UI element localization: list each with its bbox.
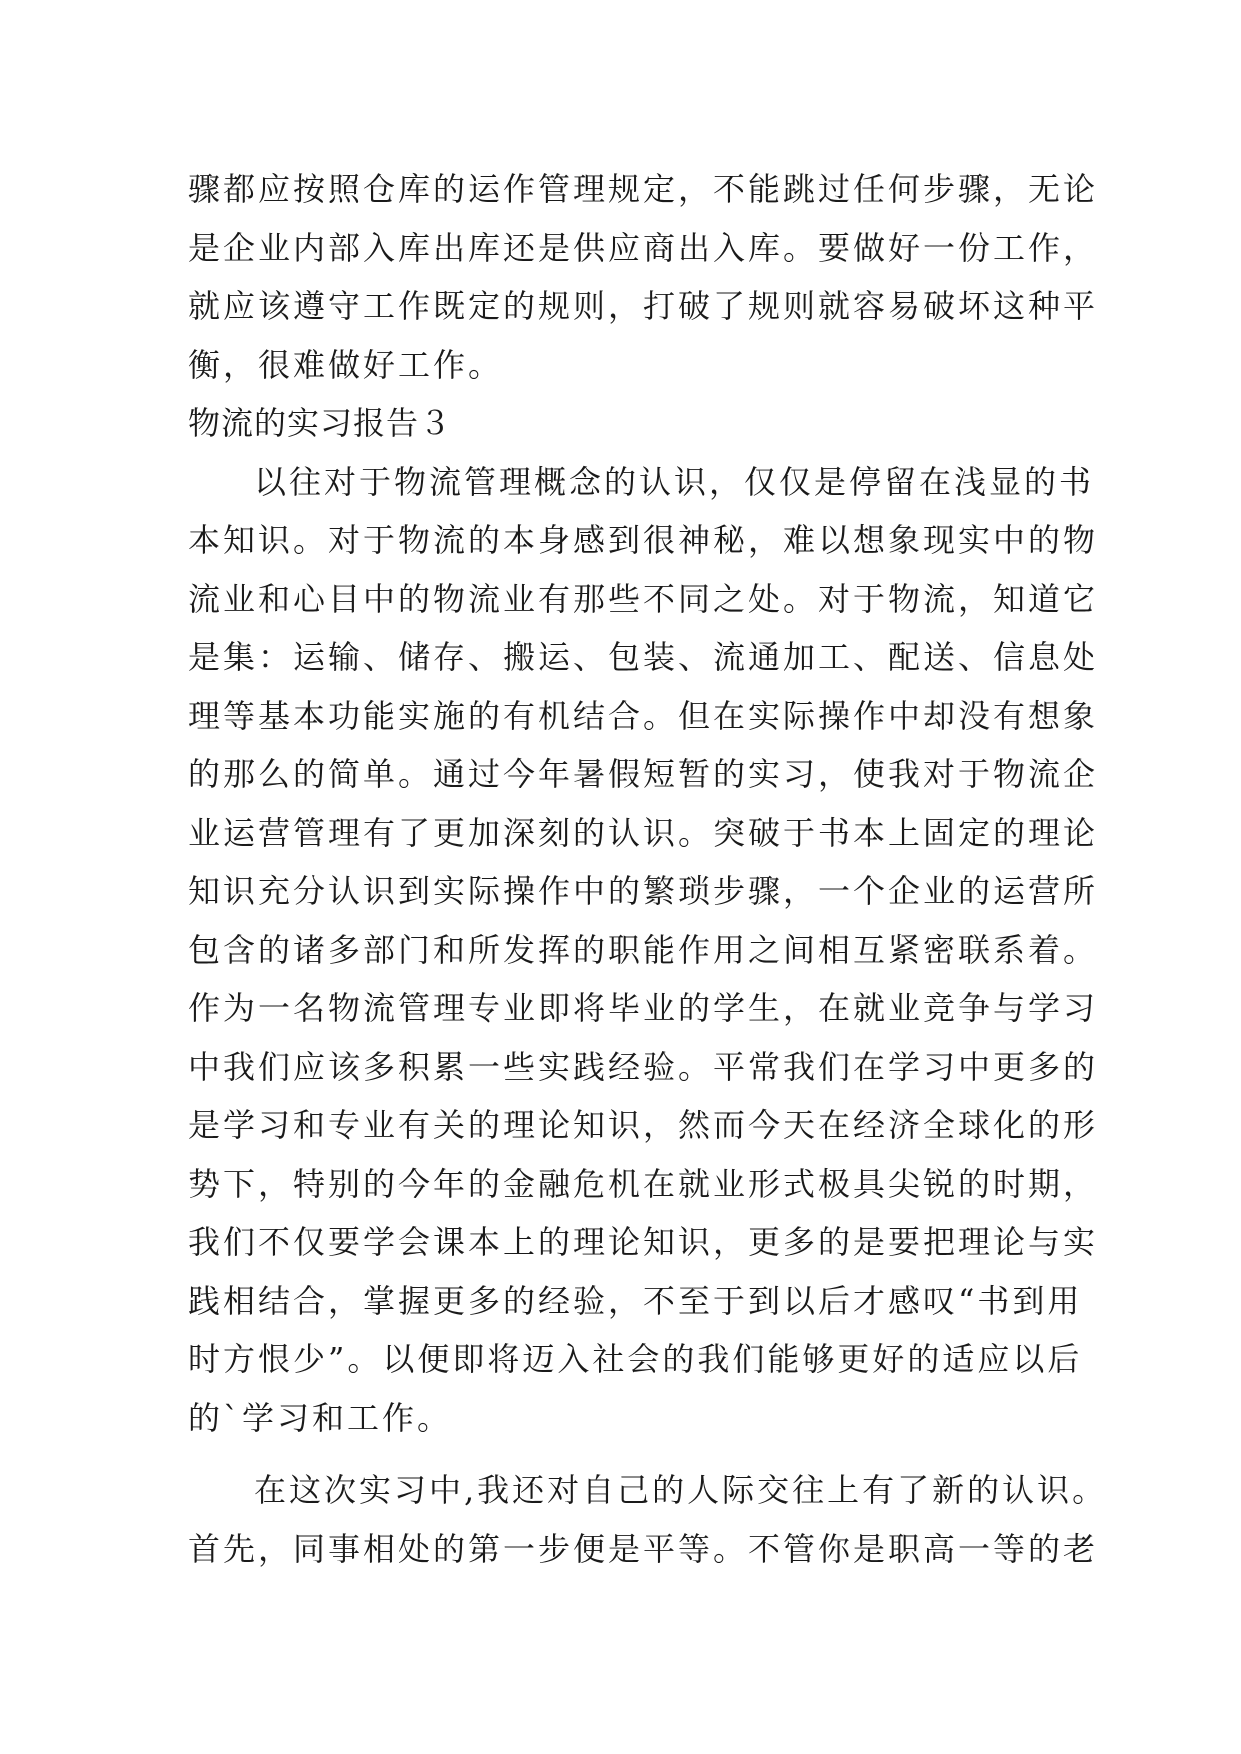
paragraph-2: [188, 1461, 1108, 1578]
text-line: 理等基本功能实施的有机结合。但在实际操作中却没有想象: [188, 696, 1099, 735]
section-heading: 物流的实习报告３: [188, 404, 453, 442]
text-line: 本知识。对于物流的本身感到很神秘，难以想象现实中的物: [188, 521, 1099, 559]
paragraph-continuation: [188, 160, 1099, 394]
text-line: 以往对于物流管理概念的认识，仅仅是停留在浅显的书: [254, 462, 1095, 501]
text-line: 包含的诸多部门和所发挥的职能作用之间相互紧密联系着。: [188, 930, 1099, 969]
text-line: 势下，特别的今年的金融危机在就业形式极具尖锐的时期，: [188, 1164, 1099, 1203]
text-line: 是企业内部入库出库还是供应商出入库。要做好一份工作，: [188, 228, 1099, 267]
text-line: 践相结合，掌握更多的经验，不至于到以后才感叹“书到用: [188, 1281, 1083, 1320]
text-line: 在这次实习中,我还对自己的人际交往上有了新的认识。: [254, 1471, 1108, 1509]
document-body: [188, 160, 1108, 1578]
paragraph-1: [188, 453, 1099, 1448]
text-line: 就应该遵守工作既定的规则，打破了规则就容易破坏这种平: [188, 287, 1099, 325]
text-line: 是学习和专业有关的理论知识，然而今天在经济全球化的形: [188, 1106, 1099, 1144]
text-line: 知识充分认识到实际操作中的繁琐步骤，一个企业的运营所: [188, 872, 1099, 910]
text-line: 是集：运输、储存、搬运、包装、流通加工、配送、信息处: [188, 638, 1099, 676]
text-line: 中我们应该多积累一些实践经验。平常我们在学习中更多的: [188, 1047, 1099, 1086]
text-line: 骤都应按照仓库的运作管理规定，不能跳过任何步骤，无论: [188, 170, 1099, 208]
text-line: 流业和心目中的物流业有那些不同之处。对于物流，知道它: [188, 579, 1099, 618]
text-line: 衡，很难做好工作。: [188, 345, 504, 384]
text-line: 我们不仅要学会课本上的理论知识，更多的是要把理论与实: [188, 1223, 1099, 1261]
text-line: 的`学习和工作。: [188, 1398, 453, 1437]
text-line: 业运营管理有了更加深刻的认识。突破于书本上固定的理论: [188, 813, 1099, 852]
text-line: 作为一名物流管理专业即将毕业的学生，在就业竞争与学习: [188, 989, 1099, 1027]
text-line: 首先，同事相处的第一步便是平等。不管你是职高一等的老: [188, 1529, 1099, 1568]
text-line: 时方恨少”。以便即将迈入社会的我们能够更好的适应以后: [188, 1340, 1083, 1378]
text-line: 的那么的简单。通过今年暑假短暂的实习，使我对于物流企: [188, 755, 1099, 793]
